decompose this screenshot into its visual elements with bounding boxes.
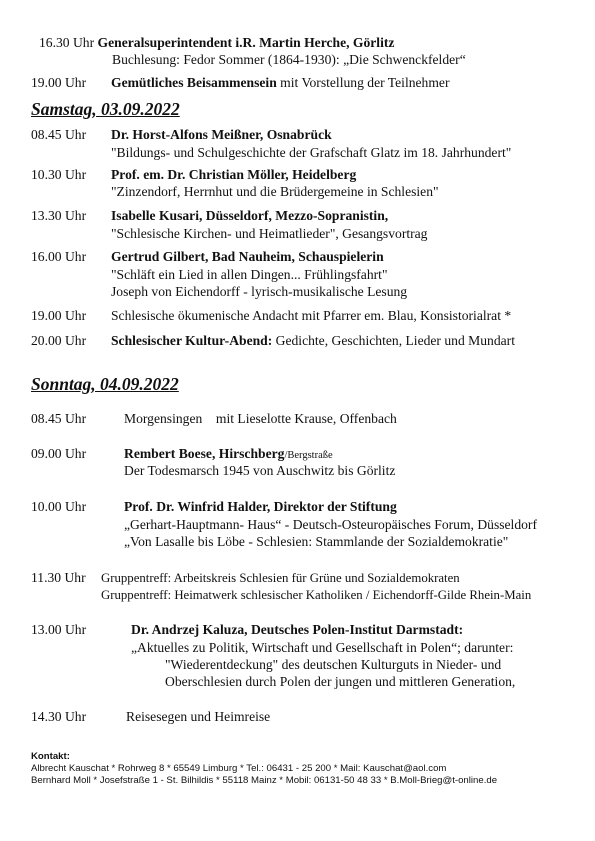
talk-subtitle: "Wiederentdeckung" des deutschen Kulturguts in Nieder- und [165, 657, 502, 672]
time-0845-sun: 08.45 Uhr [31, 411, 87, 426]
speaker-kaluza: Dr. Andrzej Kaluza, Deutsches Polen-Institut Darmstadt: [131, 622, 464, 637]
speaker-herche: Generalsuperintendent i.R. Martin Herche, Görlitz [97, 35, 395, 50]
time-2000-sat: 20.00 Uhr [31, 333, 87, 348]
program-line: Schlesische ökumenische Andacht mit Pfarrer em. Blau, Konsistorialrat * [111, 308, 512, 323]
contact-line: Bernhard Moll * Josefstraße 1 - St. Bilhildis * 55118 Mainz * Mobil: 06131-50 48 33 * B.Moll-Brieg@t-online.de [31, 775, 498, 786]
time-1000-sun: 10.00 Uhr [31, 499, 87, 514]
speaker-gilbert: Gertrud Gilbert, Bad Nauheim, Schauspielerin [111, 249, 384, 264]
group-meeting: Gruppentreff: Arbeitskreis Schlesien für Grüne und Sozialdemokraten [101, 571, 460, 585]
speaker-halder: Prof. Dr. Winfrid Halder, Direktor der Stiftung [124, 499, 397, 514]
contact-label: Kontakt: [31, 751, 70, 762]
talk-title: "Schlesische Kirchen- und Heimatlieder", Gesangsvortrag [111, 226, 428, 241]
talk-title: „Aktuelles zu Politik, Wirtschaft und Gesellschaft in Polen“; darunter: [131, 640, 514, 655]
day-heading-saturday: Samstag, 03.09.2022 [31, 99, 180, 119]
talk-subtitle: Oberschlesien durch Polen der jungen und mittleren Generation, [165, 674, 516, 689]
speaker-kusari: Isabelle Kusari, Düsseldorf, Mezzo-Sopranistin, [111, 208, 389, 223]
group-meeting: Gruppentreff: Heimatwerk schlesischer Katholiken / Eichendorff-Gilde Rhein-Main [101, 588, 532, 602]
contact-line: Albrecht Kauschat * Rohrweg 8 * 65549 Limburg * Tel.: 06431 - 25 200 * Mail: Kauschat@aol.com [31, 763, 447, 774]
speaker-moeller: Prof. em. Dr. Christian Möller, Heidelberg [111, 167, 357, 182]
program-line: Gemütliches Beisammensein mit Vorstellung der Teilnehmer [111, 75, 450, 90]
time-1130-sun: 11.30 Uhr [31, 570, 86, 585]
time-1630: 16.30 Uhr Generalsuperintendent i.R. Martin Herche, Görlitz [39, 35, 395, 50]
time-1430-sun: 14.30 Uhr [31, 709, 87, 724]
talk-title: „Gerhart-Hauptmann- Haus“ - Deutsch-Osteuropäisches Forum, Düsseldorf [124, 517, 537, 532]
talk-title: "Bildungs- und Schulgeschichte der Grafschaft Glatz im 18. Jahrhundert" [111, 145, 512, 160]
program-line: Schlesischer Kultur-Abend: Gedichte, Geschichten, Lieder und Mundart [111, 333, 515, 348]
talk-subtitle: „Von Lasalle bis Löbe - Schlesien: Stammlande der Sozialdemokratie" [124, 534, 509, 549]
speaker-boese: Rembert Boese, Hirschberg/Bergstraße [124, 446, 333, 461]
time-1300-sun: 13.00 Uhr [31, 622, 87, 637]
talk-subtitle: Joseph von Eichendorff - lyrisch-musikalische Lesung [111, 284, 408, 299]
speaker-meissner: Dr. Horst-Alfons Meißner, Osnabrück [111, 127, 332, 142]
program-line: Morgensingen mit Lieselotte Krause, Offenbach [124, 411, 397, 426]
time-1030-sat: 10.30 Uhr [31, 167, 87, 182]
time-0845-sat: 08.45 Uhr [31, 127, 87, 142]
time-1900-sat: 19.00 Uhr [31, 308, 87, 323]
talk-title: "Schläft ein Lied in allen Dingen... Frühlingsfahrt" [111, 267, 388, 282]
talk-title: Der Todesmarsch 1945 von Auschwitz bis Görlitz [124, 463, 396, 478]
time-1330-sat: 13.30 Uhr [31, 208, 87, 223]
program-line: Reisesegen und Heimreise [126, 709, 271, 724]
day-heading-sunday: Sonntag, 04.09.2022 [31, 374, 179, 394]
program-line: Buchlesung: Fedor Sommer (1864-1930): „Die Schwenckfelder“ [112, 52, 466, 67]
time-1600-sat: 16.00 Uhr [31, 249, 87, 264]
talk-title: "Zinzendorf, Herrnhut und die Brüdergemeine in Schlesien" [111, 184, 439, 199]
time-1900-fri: 19.00 Uhr [31, 75, 87, 90]
time-0900-sun: 09.00 Uhr [31, 446, 87, 461]
